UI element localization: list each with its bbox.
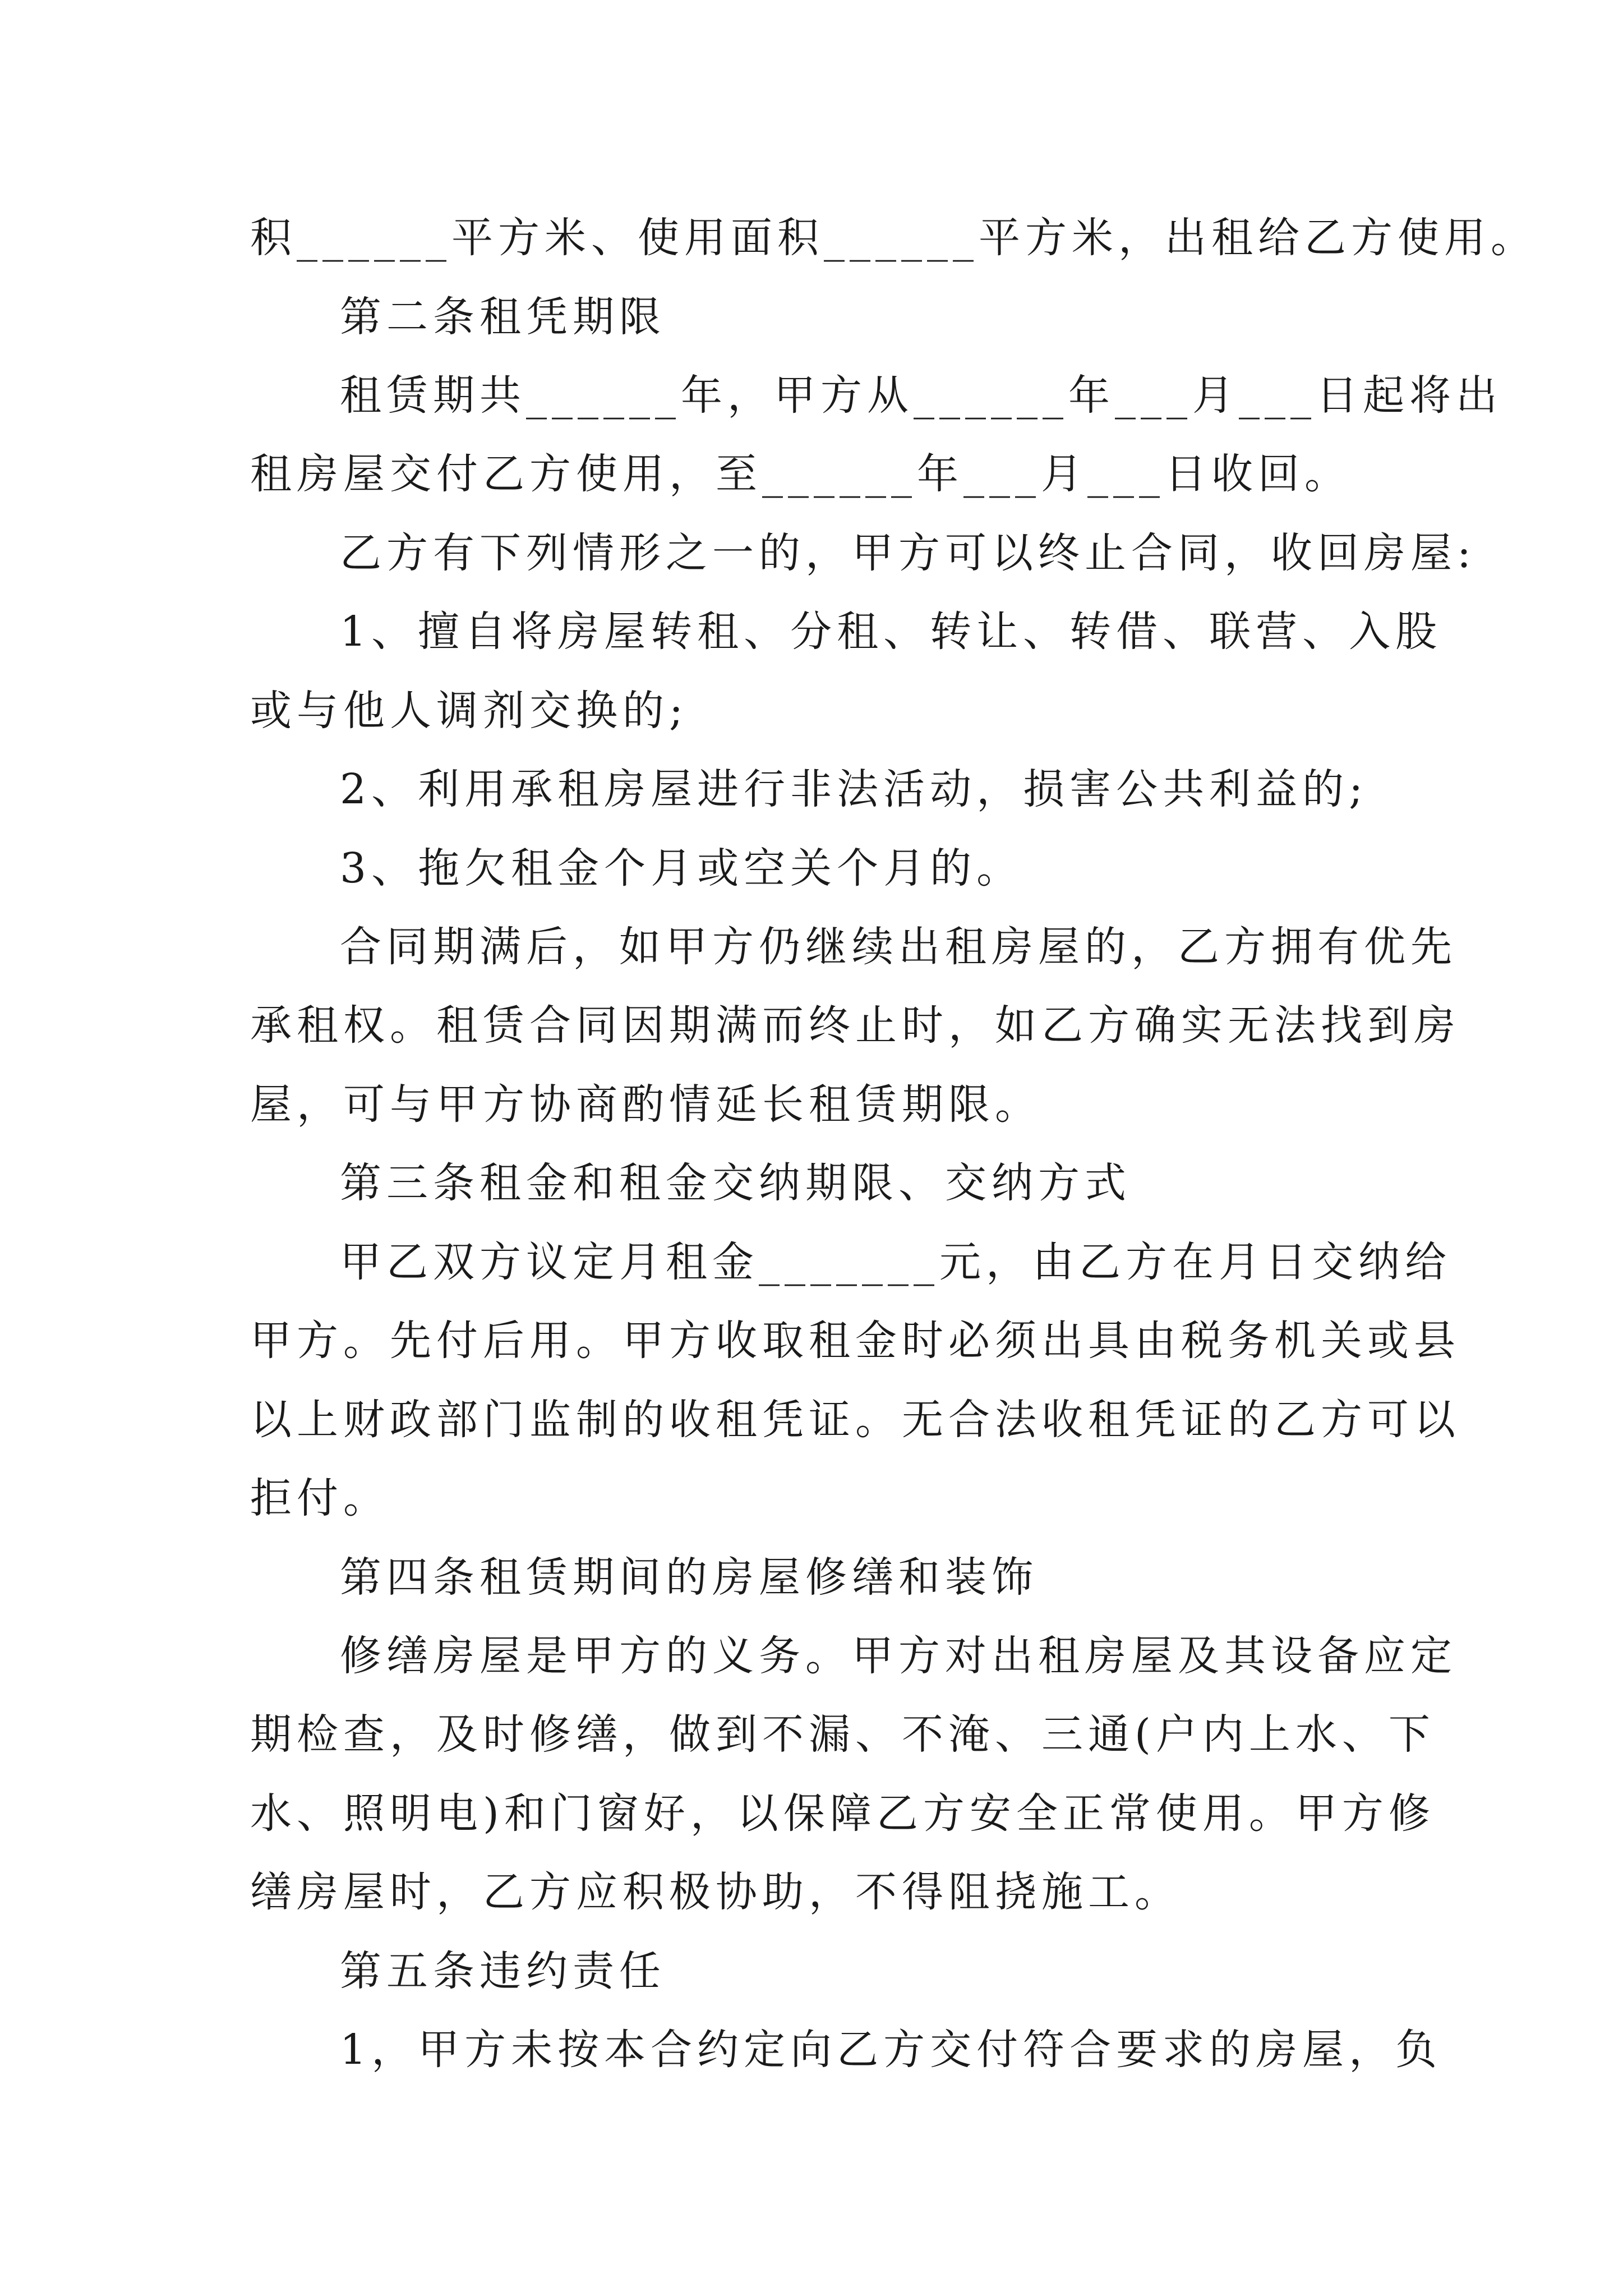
text-line: 承租权。租赁合同因期满而终止时，如乙方确实无法找到房 [250, 1001, 1460, 1050]
text-line: 修缮房屋是甲方的义务。甲方对出租房屋及其设备应定 [340, 1632, 1457, 1680]
text-line: 缮房屋时，乙方应积极协助，不得阻挠施工。 [250, 1868, 1181, 1916]
text-line: 租房屋交付乙方使用，至______年___月___日收回。 [250, 450, 1351, 498]
text-line: 租赁期共______年，甲方从______年___月___日起将出 [340, 371, 1502, 420]
text-line: 乙方有下列情形之一的，甲方可以终止合同，收回房屋: [340, 529, 1476, 577]
text-line: 甲方。先付后用。甲方收取租金时必须出具由税务机关或县 [250, 1317, 1460, 1365]
section-heading: 第三条租金和租金交纳期限、交纳方式 [340, 1159, 1131, 1207]
text-line: 甲乙双方议定月租金_______元，由乙方在月日交纳给 [340, 1238, 1451, 1286]
list-item: 3、拖欠租金个月或空关个月的。 [340, 844, 1023, 892]
text-line: 屋，可与甲方协商酌情延长租赁期限。 [250, 1080, 1041, 1129]
section-heading: 第四条租赁期间的房屋修缮和装饰 [340, 1553, 1038, 1602]
text-line: 拒付。 [250, 1474, 390, 1522]
list-item: 1、擅自将房屋转租、分租、转让、转借、联营、入股 [340, 608, 1442, 656]
section-heading: 第二条租凭期限 [340, 293, 666, 341]
text-line: 或与他人调剂交换的; [250, 687, 688, 735]
text-line: 合同期满后，如甲方仍继续出租房屋的，乙方拥有优先 [340, 923, 1457, 971]
list-item: 2、利用承租房屋进行非法活动，损害公共利益的; [340, 765, 1368, 813]
list-item: 1，甲方未按本合约定向乙方交付符合要求的房屋，负 [340, 2026, 1442, 2074]
text-line: 水、照明电)和门窗好，以保障乙方安全正常使用。甲方修 [250, 1789, 1435, 1838]
text-line: 期检查，及时修缮，做到不漏、不淹、三通(户内上水、下 [250, 1710, 1435, 1759]
section-heading: 第五条违约责任 [340, 1947, 666, 1995]
text-line: 以上财政部门监制的收租凭证。无合法收租凭证的乙方可以 [250, 1396, 1460, 1444]
text-line: 积______平方米、使用面积______平方米，出租给乙方使用。 [250, 214, 1537, 262]
